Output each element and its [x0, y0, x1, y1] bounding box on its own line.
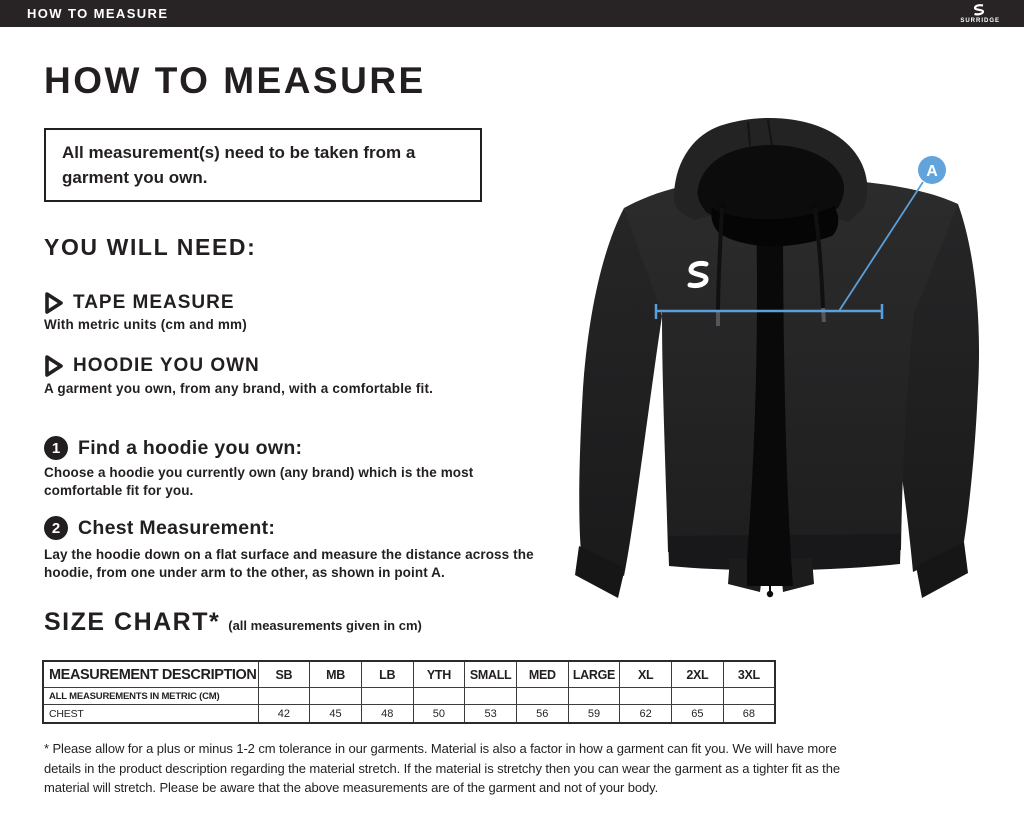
brand-block — [960, 4, 1000, 24]
page-title: HOW TO MEASURE — [44, 60, 426, 101]
marker-a-label: A — [926, 163, 938, 180]
table-cell — [413, 688, 465, 705]
need-item-description: With metric units (cm and mm) — [44, 317, 247, 332]
step-1-header — [44, 436, 302, 460]
column-header: 2XL — [672, 661, 724, 688]
table-cell: 45 — [310, 705, 362, 724]
column-header: MED — [516, 661, 568, 688]
size-chart-table — [42, 660, 776, 724]
column-header: YTH — [413, 661, 465, 688]
table-cell — [465, 688, 517, 705]
need-item-tape-measure — [44, 291, 235, 315]
you-will-need-heading: YOU WILL NEED: — [44, 234, 257, 260]
table-cell — [568, 688, 620, 705]
step-description: Choose a hoodie you currently own (any brand) which is the most comfortable fit for you. — [44, 465, 474, 499]
column-header: MB — [310, 661, 362, 688]
need-item-hoodie — [44, 354, 260, 378]
hoodie-figure — [572, 58, 1017, 608]
triangle-bullet-icon — [44, 354, 64, 378]
step-description: Lay the hoodie down on a flat surface and measure the distance across the hoodie, from one under arm to the other, as shown in point A. — [44, 547, 534, 581]
hoodie-illustration — [572, 58, 1017, 608]
table-cell — [310, 688, 362, 705]
step-2-header — [44, 516, 275, 540]
table-cell — [361, 688, 413, 705]
table-cell — [620, 688, 672, 705]
need-item-description: A garment you own, from any brand, with a comfortable fit. — [44, 381, 434, 396]
column-header: SMALL — [465, 661, 517, 688]
table-cell: 59 — [568, 705, 620, 724]
step-number-badge: 1 — [44, 436, 68, 460]
step-number-badge: 2 — [44, 516, 68, 540]
table-cell: 68 — [723, 705, 775, 724]
surridge-logo-icon — [972, 4, 988, 17]
table-cell: 50 — [413, 705, 465, 724]
table-cell — [723, 688, 775, 705]
need-item-label: HOODIE YOU OWN — [73, 355, 260, 376]
table-cell — [258, 688, 310, 705]
footnote: * Please allow for a plus or minus 1-2 cm tolerance in our garments. Material is also a factor in how a garment can fit you. We will have more details in the product description regarding the material stretch. If the material is stretchy then you can wear the garment as a tighter fit as the material will stretch. Please be aware that the above measurements are of the garment and not of your body. — [44, 741, 840, 795]
column-header: LB — [361, 661, 413, 688]
table-cell: 56 — [516, 705, 568, 724]
table-cell: 53 — [465, 705, 517, 724]
table-cell: 48 — [361, 705, 413, 724]
column-header: SB — [258, 661, 310, 688]
column-header: XL — [620, 661, 672, 688]
size-chart-title: SIZE CHART* — [44, 608, 221, 636]
table-cell — [672, 688, 724, 705]
row-label: ALL MEASUREMENTS IN METRIC (CM) — [43, 688, 258, 705]
size-table-metric-row — [43, 688, 775, 705]
table-cell: 62 — [620, 705, 672, 724]
column-header: LARGE — [568, 661, 620, 688]
note-box — [44, 128, 482, 202]
step-title: Find a hoodie you own: — [78, 436, 303, 459]
size-table-chest-row — [43, 705, 775, 724]
size-chart-heading — [44, 608, 422, 637]
triangle-bullet-icon — [44, 291, 64, 315]
top-bar-title: HOW TO MEASURE — [27, 6, 169, 21]
table-cell — [516, 688, 568, 705]
column-header: 3XL — [723, 661, 775, 688]
step-title: Chest Measurement: — [78, 516, 276, 539]
row-label: CHEST — [43, 705, 258, 724]
size-table-header-row — [43, 661, 775, 688]
top-bar — [0, 0, 1024, 27]
table-cell: 65 — [672, 705, 724, 724]
brand-name: SURRIDGE — [960, 17, 1000, 24]
note-text: All measurement(s) need to be taken from a garment you own. — [62, 142, 416, 187]
table-cell: 42 — [258, 705, 310, 724]
column-header: MEASUREMENT DESCRIPTION — [43, 661, 258, 688]
need-item-label: TAPE MEASURE — [73, 292, 235, 313]
size-chart-subtitle: (all measurements given in cm) — [228, 618, 422, 633]
